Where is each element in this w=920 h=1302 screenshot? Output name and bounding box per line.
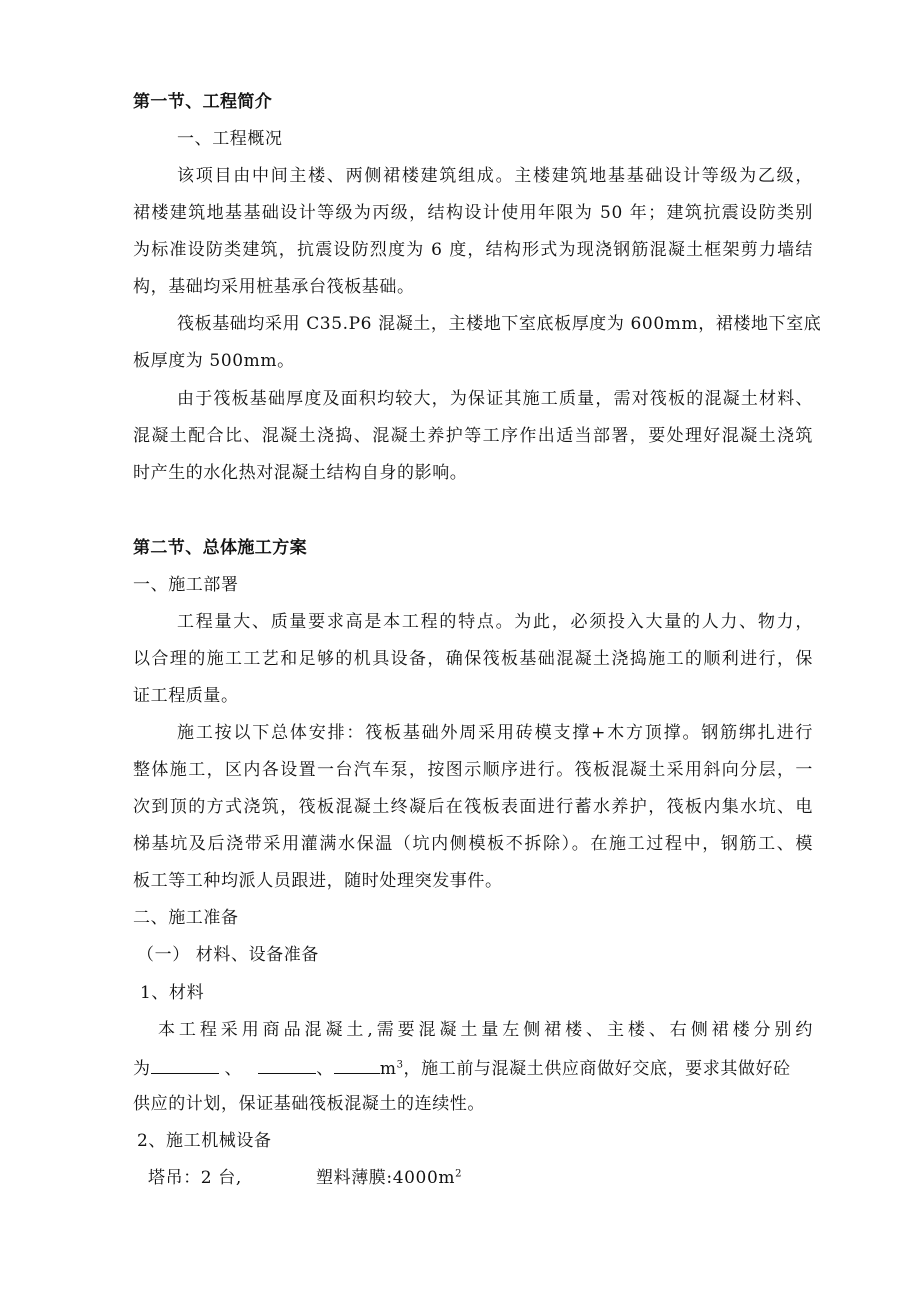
- unit-superscript: 3: [396, 1059, 404, 1071]
- subsection-heading: 1、材料: [140, 983, 205, 1003]
- paragraph-line: 证工程质量。: [133, 686, 239, 706]
- unit: m: [379, 1059, 397, 1079]
- equipment-text: 塑料薄膜:4000m: [316, 1168, 456, 1188]
- separator: 、: [316, 1059, 334, 1079]
- paragraph-line: 裙楼建筑地基基础设计等级为丙级，结构设计使用年限为 50 年；建筑抗震设防类别: [133, 203, 813, 223]
- paragraph-line: 次到顶的方式浇筑，筏板混凝土终凝后在筏板表面进行蓄水养护，筏板内集水坑、电: [133, 797, 813, 817]
- paragraph-line: 为标准设防类建筑，抗震设防烈度为 6 度，结构形式为现浇钢筋混凝土框架剪力墙结: [133, 240, 813, 260]
- equipment-item: 塔吊：2 台,: [148, 1168, 242, 1188]
- paragraph-line-with-blanks: [133, 1056, 813, 1080]
- subsection-heading: 一、工程概况: [177, 129, 283, 149]
- paragraph-line: 供应的计划，保证基础筏板混凝土的连续性。: [133, 1094, 485, 1114]
- paragraph-line: 本工程采用商品混凝土,需要混凝土量左侧裙楼、主楼、右侧裙楼分别约: [158, 1020, 813, 1040]
- fill-in-blank[interactable]: [334, 1056, 380, 1074]
- subsection-heading: 二、施工准备: [133, 908, 239, 928]
- paragraph-line: 工程量大、质量要求高是本工程的特点。为此，必须投入大量的人力、物力，: [177, 612, 813, 632]
- section-heading: 第二节、总体施工方案: [133, 538, 307, 558]
- paragraph-line: 以合理的施工工艺和足够的机具设备，确保筏板基础混凝土浇捣施工的顺利进行，保: [133, 649, 813, 669]
- subsection-heading: （一） 材料、设备准备: [137, 945, 320, 965]
- paragraph-line: 施工按以下总体安排：筏板基础外周采用砖模支撑+木方顶撑。钢筋绑扎进行: [177, 723, 813, 743]
- paragraph-line: 整体施工，区内各设置一台汽车泵，按图示顺序进行。筏板混凝土采用斜向分层，一: [133, 760, 813, 780]
- text-suffix: ，施工前与混凝土供应商做好交底，要求其做好砼: [403, 1059, 791, 1079]
- paragraph-line: 梯基坑及后浇带采用灌满水保温（坑内侧模板不拆除）。在施工过程中，钢筋工、模: [133, 834, 813, 854]
- paragraph-line: 构，基础均采用桩基承台筏板基础。: [133, 277, 415, 297]
- section-heading: 第一节、工程简介: [133, 92, 273, 112]
- subsection-heading: 2、施工机械设备: [137, 1131, 272, 1151]
- fill-in-blank[interactable]: [258, 1056, 316, 1074]
- paragraph-line: 混凝土配合比、混凝土浇捣、混凝土养护等工序作出适当部署，要处理好混凝土浇筑: [133, 426, 813, 446]
- subsection-heading: 一、施工部署: [133, 575, 239, 595]
- separator: 、: [224, 1059, 243, 1079]
- unit-superscript: 2: [455, 1168, 463, 1180]
- paragraph-line: 该项目由中间主楼、两侧裙楼建筑组成。主楼建筑地基基础设计等级为乙级，: [177, 166, 813, 186]
- text-prefix: 为: [133, 1059, 151, 1079]
- equipment-item: [316, 1167, 462, 1189]
- paragraph-line: 板工等工种均派人员跟进，随时处理突发事件。: [133, 871, 503, 891]
- paragraph-line: 时产生的水化热对混凝土结构自身的影响。: [133, 463, 468, 483]
- paragraph-line: 板厚度为 500mm。: [133, 351, 295, 371]
- paragraph-line: 由于筏板基础厚度及面积均较大，为保证其施工质量，需对筏板的混凝土材料、: [177, 389, 813, 409]
- paragraph-line: 筏板基础均采用 C35.P6 混凝土，主楼地下室底板厚度为 600mm，裙楼地下室底: [177, 314, 822, 334]
- fill-in-blank[interactable]: [151, 1056, 219, 1074]
